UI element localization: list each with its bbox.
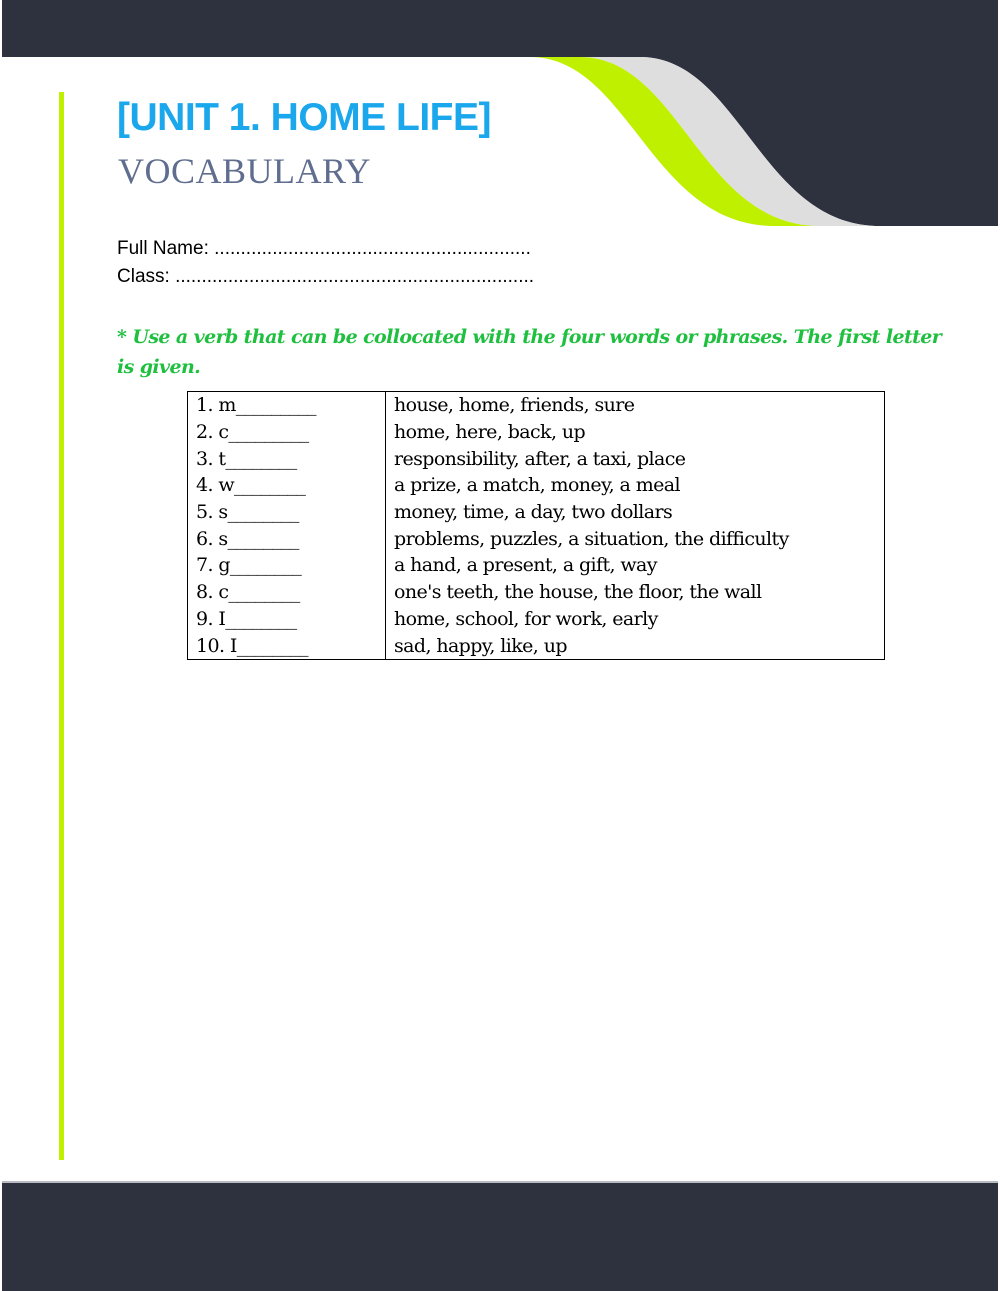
collocations-cell: problems, puzzles, a situation, the difficulty <box>394 527 789 550</box>
collocations-cell: money, time, a day, two dollars <box>394 501 673 524</box>
table-row <box>188 499 885 526</box>
verb-blank[interactable]: 8. c________ <box>188 579 386 606</box>
table-row <box>188 445 885 472</box>
section-subtitle: VOCABULARY <box>118 151 372 191</box>
collocations-cell: a prize, a match, money, a meal <box>394 474 680 497</box>
verb-blank[interactable]: 6. s________ <box>188 525 386 552</box>
verb-blank[interactable]: 10. I________ <box>188 632 386 659</box>
side-accent-bar <box>59 92 64 1160</box>
table-row <box>188 525 885 552</box>
table-row <box>188 632 885 659</box>
vocabulary-table <box>187 391 885 660</box>
verb-blank[interactable]: 9. I________ <box>188 606 386 633</box>
verb-blank[interactable]: 5. s________ <box>188 499 386 526</box>
class-field[interactable]: Class: .................................................................... <box>117 266 535 287</box>
collocations-cell: one's teeth, the house, the floor, the wall <box>394 581 762 604</box>
table-row <box>188 552 885 579</box>
footer-band <box>2 1181 998 1291</box>
verb-blank[interactable]: 1. m_________ <box>188 392 386 419</box>
collocations-cell: home, here, back, up <box>394 421 586 444</box>
collocations-cell: a hand, a present, a gift, way <box>394 554 657 577</box>
verb-blank[interactable]: 2. c_________ <box>188 419 386 446</box>
table-row <box>188 392 885 419</box>
collocations-cell: house, home, friends, sure <box>394 394 635 417</box>
unit-title: [UNIT 1. HOME LIFE] <box>117 96 491 139</box>
verb-blank[interactable]: 3. t________ <box>188 445 386 472</box>
table-row <box>188 606 885 633</box>
verb-blank[interactable]: 7. g________ <box>188 552 386 579</box>
full-name-field[interactable]: Full Name: ............................................................ <box>117 238 531 259</box>
table-row <box>188 472 885 499</box>
verb-blank[interactable]: 4. w________ <box>188 472 386 499</box>
table-row <box>188 419 885 446</box>
collocations-cell: sad, happy, like, up <box>394 634 567 657</box>
collocations-cell: home, school, for work, early <box>394 607 658 630</box>
instruction-text: * Use a verb that can be collocated with the four words or phrases. The first letter is given. <box>117 326 942 378</box>
collocations-cell: responsibility, after, a taxi, place <box>394 447 686 470</box>
table-row <box>188 579 885 606</box>
